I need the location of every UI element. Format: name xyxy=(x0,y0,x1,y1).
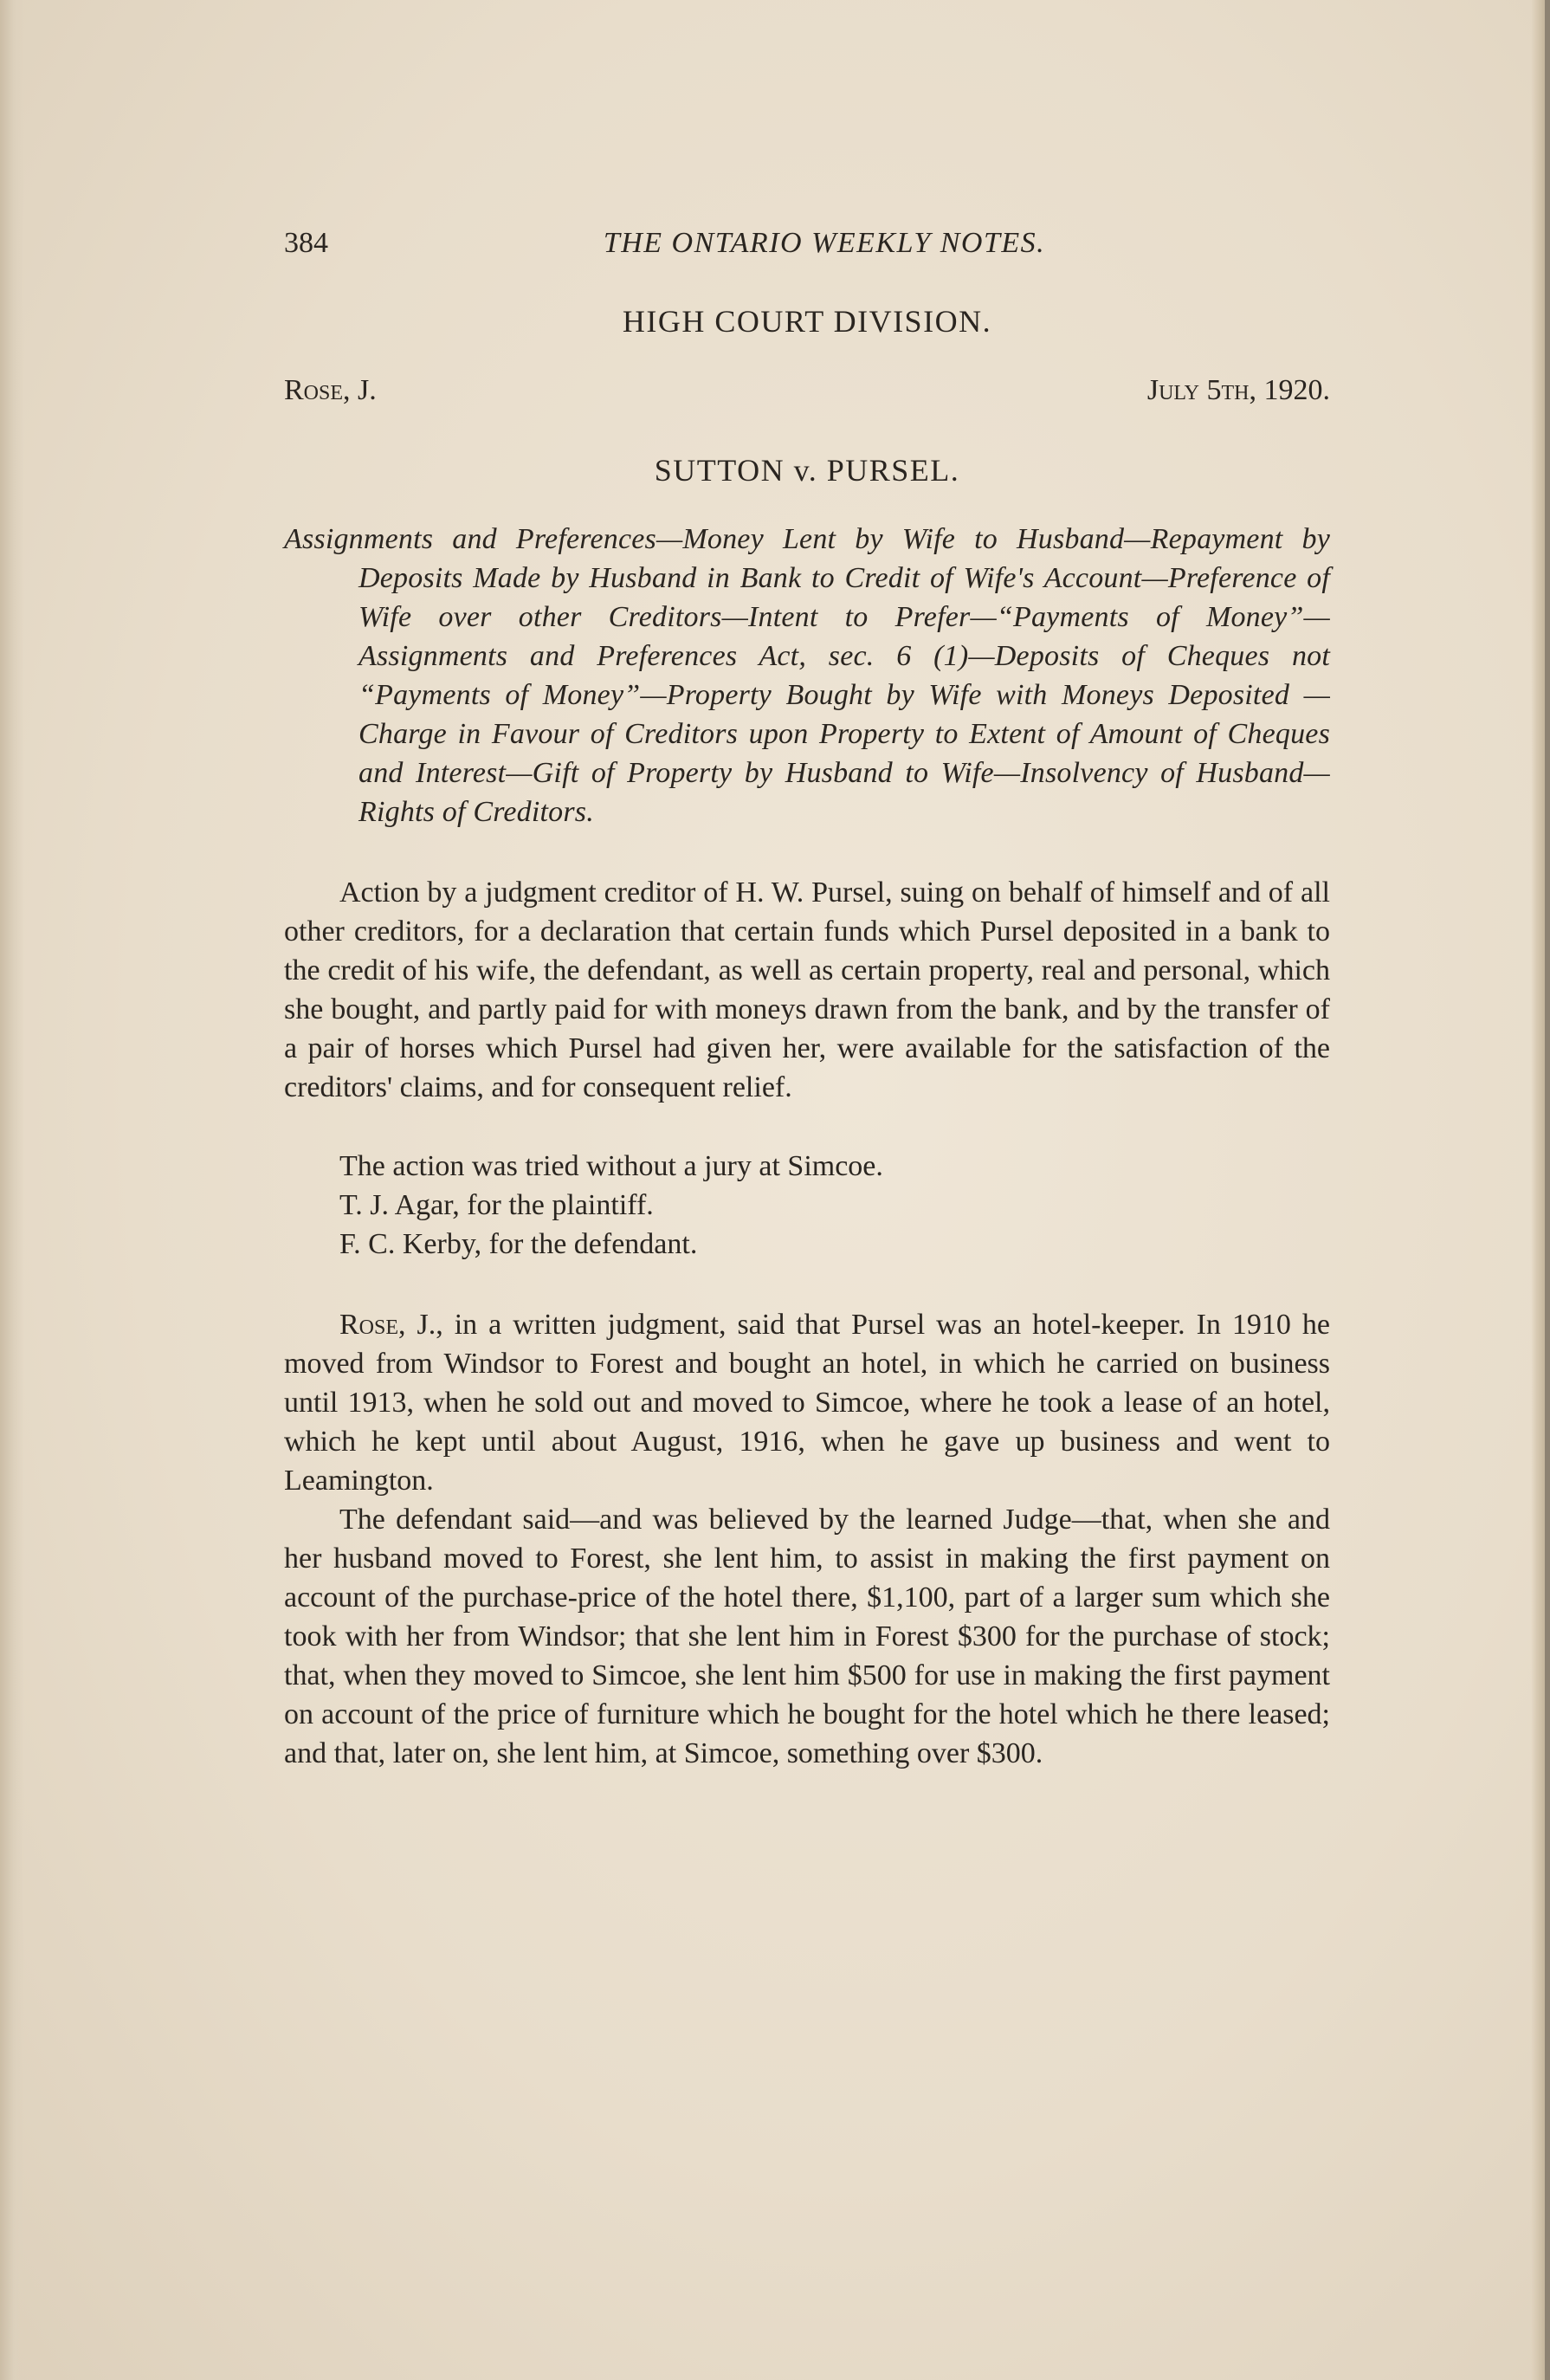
judgment-date: July 5th, 1920. xyxy=(1146,374,1330,406)
binding-shadow xyxy=(1545,0,1550,2380)
page-content xyxy=(284,215,1330,1773)
judgment-paragraph-2: The defendant said—and was believed by the learned Judge—that, when she and her husband moved to Forest, she lent him, to assist in making the first payment on account of the purchase-price of the hotel there, $1,100, part of a larger sum which she took with her from Windsor; that she lent him in Forest $300 for the purchase of stock; that, when they moved to Simcoe, she lent him $500 for use in making the first payment on account of the price of furniture which he bought for the hotel which he there leased; and that, later on, she lent him, at Simcoe, something over $300. xyxy=(284,1504,1330,1769)
action-paragraph: Action by a judgment creditor of H. W. Pursel, suing on behalf of himself and of all other creditors, for a declaration that certain funds which Pursel deposited in a bank to the credit of his wife, the defendant, as well as certain property, real and personal, which she bought, and partly paid for with moneys drawn from the bank, and by the transfer of a pair of horses which Pursel had given her, were available for the satisfaction of the creditors' claims, and for consequent relief. xyxy=(284,876,1330,1103)
trial-info xyxy=(284,1147,1330,1264)
division-heading: HIGH COURT DIVISION. xyxy=(622,304,992,339)
judgment-paragraph-1 xyxy=(284,1305,1330,1500)
headnote: Assignments and Preferences—Money Lent by Wife to Husband—Repayment by Deposits Made by Husband in Bank to Credit of Wife's Account—Preference of Wife over other Creditors—Intent to Prefer—“Payments of Money”—Assignments and Preferences Act, sec. 6 (1)—Deposits of Cheques not “Payments of Money”—Property Bought by Wife with Moneys Deposited —Charge in Favour of Creditors upon Property to Extent of Amount of Cheques and Interest—Gift of Property by Husband to Wife—Insolvency of Husband—Rights of Creditors. xyxy=(284,523,1330,828)
plaintiff-counsel: T. J. Agar, for the plaintiff. xyxy=(339,1189,654,1221)
judgment-body xyxy=(284,1305,1330,1773)
running-title: THE ONTARIO WEEKLY NOTES. xyxy=(603,227,1046,259)
judge-name: Rose, J. xyxy=(284,374,377,406)
page-number: 384 xyxy=(284,227,328,259)
judgment-judge-name: Rose xyxy=(339,1309,399,1341)
judge-date-line xyxy=(284,374,1330,417)
case-title: SUTTON v. PURSEL. xyxy=(654,453,960,488)
page-left-edge xyxy=(0,0,24,2380)
defendant-counsel: F. C. Kerby, for the defendant. xyxy=(339,1228,698,1260)
running-head xyxy=(284,215,1330,267)
trial-line: The action was tried without a jury at Simcoe. xyxy=(339,1150,883,1182)
judgment-paragraph-1-text: , J., in a written judgment, said that Pursel was an hotel-keeper. In 1910 he moved from Windsor to Forest and bought an hotel, in which he carried on business until 1913, when he sold out and moved to Simcoe, where he took a lease of an hotel, which he kept until about August, 1916, when he gave up business and went to Leamington. xyxy=(284,1309,1330,1497)
